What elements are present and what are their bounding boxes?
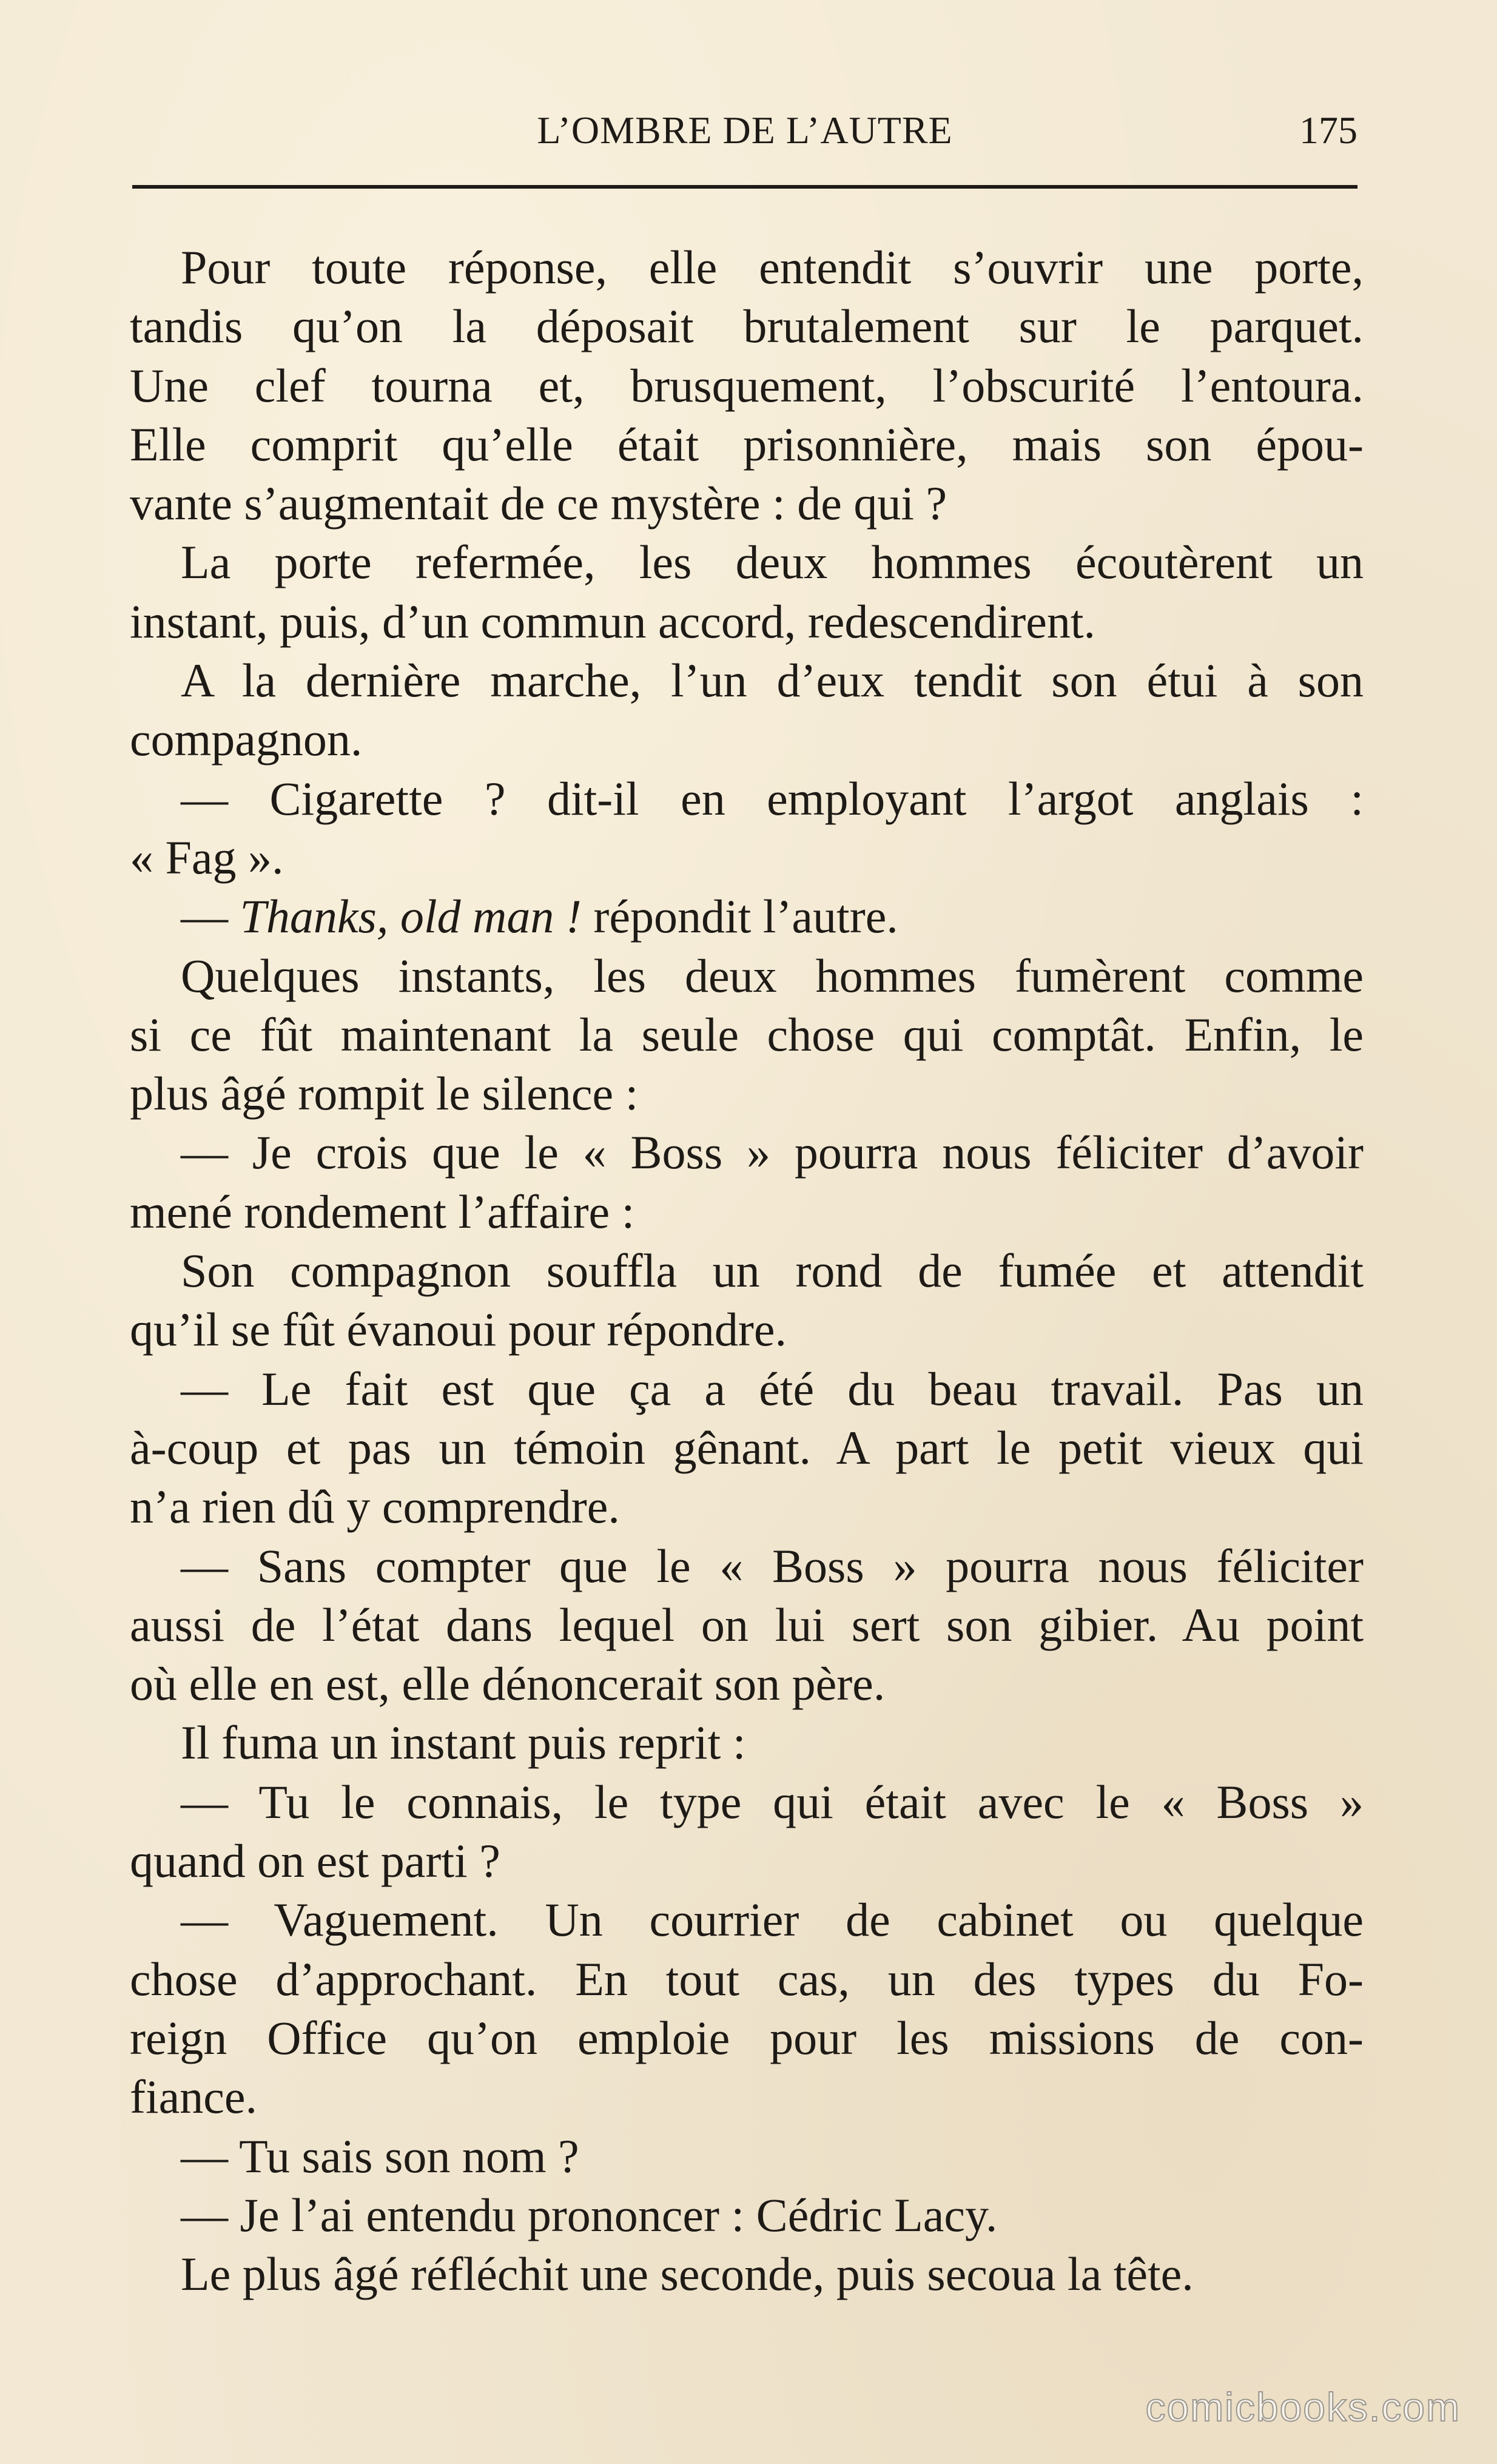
text-line: La porte refermée, les deux hommes écoutèrent un [181, 536, 1364, 589]
text-line: — Sans compter que le « Boss » pourra nous féliciter [181, 1539, 1364, 1592]
italic-phrase: Thanks, old man ! [240, 890, 582, 943]
text-line: — Je crois que le « Boss » pourra nous féliciter d’avoir [181, 1126, 1364, 1179]
text-line: — Tu le connais, le type qui était avec le « Boss » [181, 1775, 1364, 1828]
dialogue-dash: — [181, 890, 240, 943]
text-line: — Tu sais son nom ? [181, 2129, 579, 2183]
text-line: mené rondement l’affaire : [130, 1185, 635, 1238]
text-line: fiance. [130, 2070, 258, 2124]
text-line: — Cigarette ? dit-il en employant l’argot anglais : [181, 772, 1364, 825]
line-continuation: répondit l’autre. [581, 890, 898, 943]
text-line: — Vaguement. Un courrier de cabinet ou quelque [181, 1893, 1364, 1947]
text-line: compagnon. [130, 713, 363, 766]
text-line: quand on est parti ? [130, 1834, 500, 1888]
text-line: Quelques instants, les deux hommes fumèrent comme [181, 949, 1364, 1002]
text-line: Il fuma un instant puis reprit : [181, 1716, 746, 1769]
text-line: vante s’augmentait de ce mystère : de qui ? [130, 477, 947, 530]
text-line: A la dernière marche, l’un d’eux tendit son étui à son [181, 654, 1364, 707]
text-line: reign Office qu’on emploie pour les missions de con- [130, 2011, 1364, 2064]
text-line-thanks [130, 887, 1364, 946]
header-rule [132, 185, 1357, 189]
text-line: chose d’approchant. En tout cas, un des types du Fo- [130, 1952, 1364, 2005]
page-number: 175 [1299, 109, 1357, 152]
page-header [132, 108, 1357, 163]
watermark: comicbooks.com [1145, 2385, 1461, 2429]
body-text [130, 238, 1364, 2303]
text-line: Le plus âgé réfléchit une seconde, puis secoua la tête. [181, 2247, 1194, 2301]
text-line: aussi de l’état dans lequel on lui sert son gibier. Au point [130, 1598, 1364, 1651]
text-line: Son compagnon souffla un rond de fumée et attendit [181, 1244, 1364, 1298]
text-line: — Le fait est que ça a été du beau travail. Pas un [181, 1362, 1364, 1415]
text-line: si ce fût maintenant la seule chose qui comptât. Enfin, le [130, 1008, 1364, 1061]
text-line: plus âgé rompit le silence : [130, 1067, 639, 1120]
text-line: n’a rien dû y comprendre. [130, 1480, 620, 1533]
text-line: instant, puis, d’un commun accord, redescendirent. [130, 594, 1096, 648]
text-line: qu’il se fût évanoui pour répondre. [130, 1303, 787, 1356]
text-line: tandis qu’on la déposait brutalement sur le parquet. [130, 300, 1364, 353]
text-line: — Je l’ai entendu prononcer : Cédric Lacy. [181, 2188, 998, 2241]
text-line: Pour toute réponse, elle entendit s’ouvrir une porte, [181, 241, 1364, 294]
text-line: à-coup et pas un témoin gênant. A part le petit vieux qui [130, 1421, 1364, 1474]
text-line: Une clef tourna et, brusquement, l’obscurité l’entoura. [130, 358, 1364, 412]
text-line: « Fag ». [130, 830, 284, 884]
running-head: L’OMBRE DE L’AUTRE [537, 109, 953, 152]
text-line: Elle comprit qu’elle était prisonnière, mais son épou- [130, 417, 1364, 471]
text-line: où elle en est, elle dénoncerait son père. [130, 1657, 886, 1711]
